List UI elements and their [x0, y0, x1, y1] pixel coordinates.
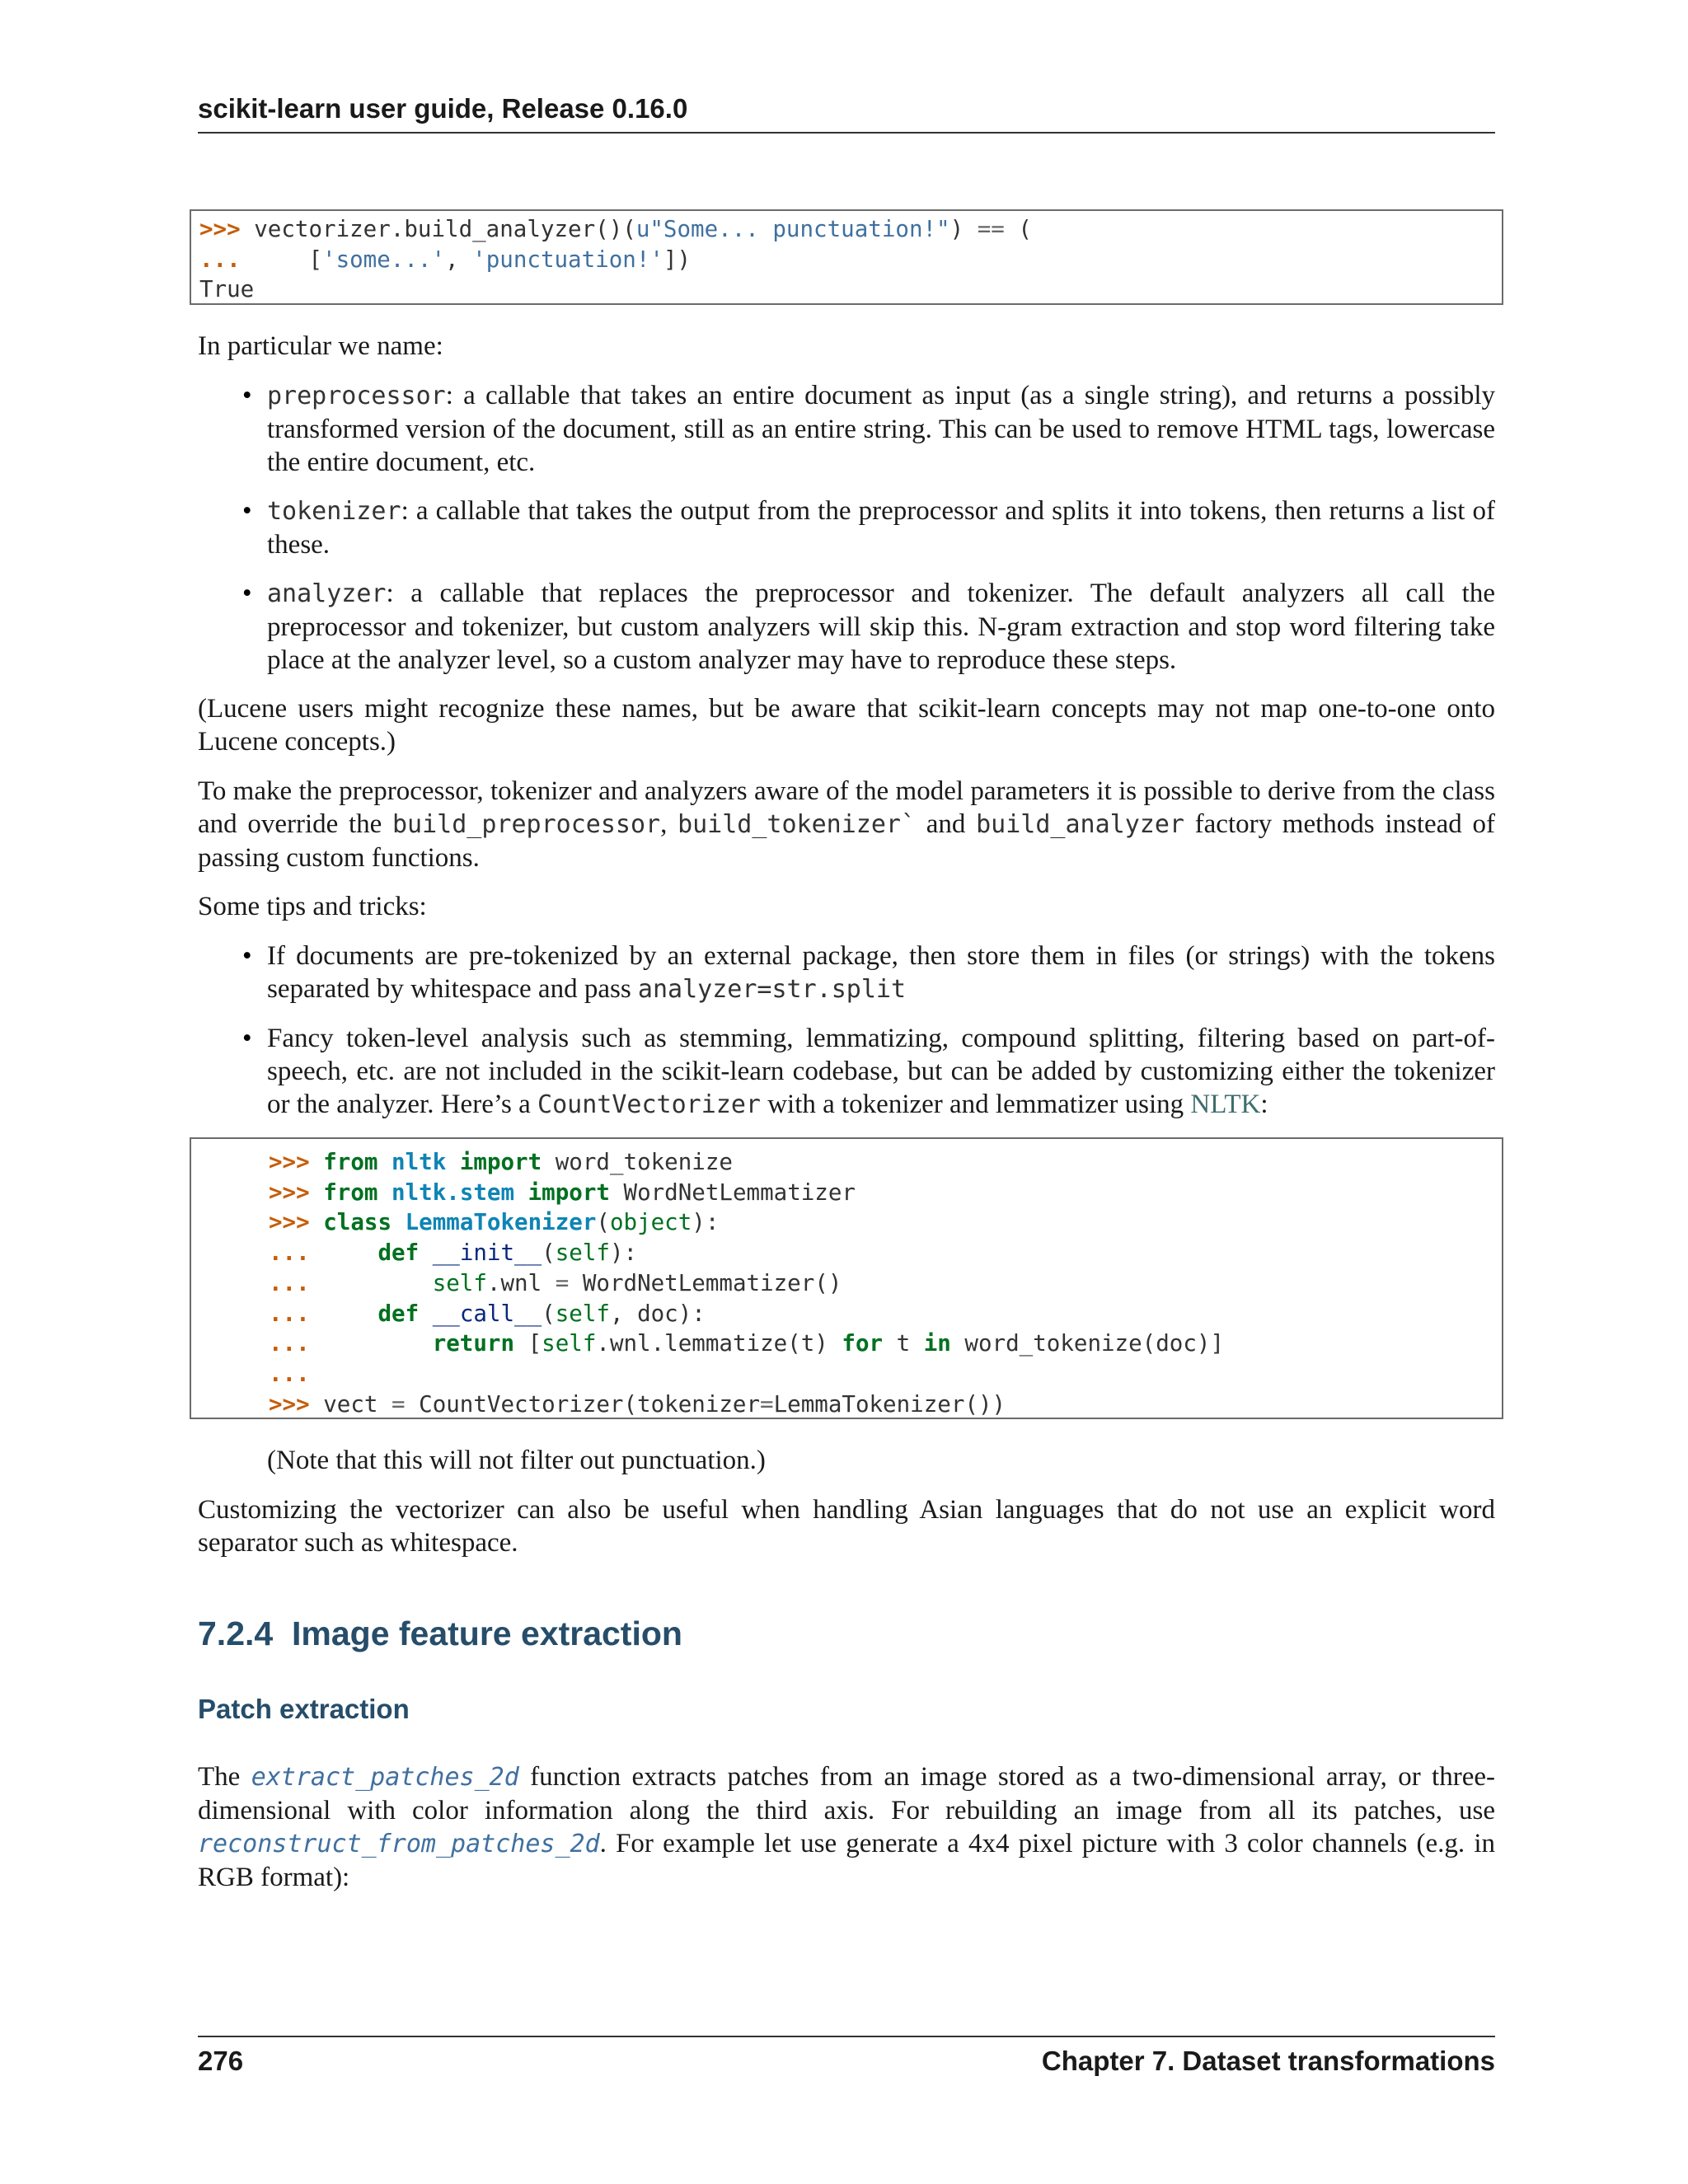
code-text: ])	[663, 246, 692, 273]
bullet-text: with a tokenizer and lemmatizer using	[760, 1090, 1191, 1119]
code-operator: =	[760, 1390, 774, 1418]
prompt: ...	[269, 1300, 310, 1327]
inline-code: analyzer	[267, 579, 387, 608]
reconstruct-patches-link[interactable]: reconstruct_from_patches_2d	[198, 1830, 600, 1858]
code-text: word_tokenize	[555, 1149, 733, 1175]
code-output: True	[199, 276, 255, 303]
code-lines	[269, 1147, 1502, 1419]
inline-code: preprocessor	[267, 382, 446, 410]
code-line	[269, 1209, 719, 1235]
code-text: (	[1004, 216, 1032, 242]
self-ref: self	[555, 1240, 610, 1267]
paragraph-intro: In particular we name:	[198, 331, 443, 361]
bullet-text: :	[1260, 1090, 1268, 1119]
prompt: ...	[269, 1330, 310, 1357]
header-title: scikit-learn user guide, Release 0.16.0	[198, 93, 688, 124]
bullet-marker: •	[242, 496, 252, 526]
code-text: ):	[609, 1240, 638, 1267]
bullet-text: : a callable that takes an entire document as input (as a single string), and returns a possibly transformed version of the document, still as an entire string. This can be used to remove HTML tags, lowercase the entire document, etc.	[267, 381, 1495, 477]
prompt: >>>	[269, 1179, 310, 1206]
keyword: return	[432, 1330, 515, 1357]
function-name: __init__	[432, 1240, 542, 1267]
code-text: .wnl	[486, 1269, 556, 1296]
code-lines	[199, 214, 1502, 305]
module-name: nltk.stem	[392, 1179, 515, 1206]
text-run: The	[198, 1762, 251, 1792]
bullet-marker: •	[242, 579, 252, 608]
code-text: LemmaTokenizer())	[773, 1390, 1006, 1418]
builtin: object	[609, 1209, 692, 1236]
prompt: >>>	[269, 1209, 310, 1236]
chapter-title: Chapter 7. Dataset transformations	[1041, 2046, 1495, 2076]
code-string: 'some...'	[322, 246, 446, 273]
paragraph-tips: Some tips and tricks:	[198, 892, 427, 921]
class-name: LemmaTokenizer	[405, 1209, 597, 1236]
code-string: 'punctuation!'	[472, 246, 663, 273]
tip-pretokenized	[267, 940, 1495, 1006]
code-line	[269, 1330, 1224, 1357]
keyword: for	[842, 1330, 884, 1357]
code-text: WordNetLemmatizer	[623, 1179, 856, 1206]
code-text: (	[596, 1209, 610, 1236]
code-block-lemma-tokenizer	[190, 1137, 1503, 1419]
bullet-marker: •	[242, 1024, 252, 1053]
code-line	[199, 246, 691, 273]
code-line	[269, 1149, 733, 1175]
tip-fancy	[267, 1022, 1495, 1122]
text-run: and	[916, 809, 977, 839]
inline-code: CountVectorizer	[537, 1090, 761, 1119]
inline-code: build_analyzer	[976, 810, 1184, 839]
code-line	[269, 1270, 842, 1296]
code-text: t	[883, 1330, 924, 1357]
bullet-marker: •	[242, 381, 252, 410]
paragraph-override	[198, 775, 1495, 874]
paragraph-lucene: (Lucene users might recognize these names, but be aware that scikit-learn concepts may not map one-to-one onto Lucene concepts.)	[198, 694, 1495, 757]
self-ref: self	[555, 1300, 610, 1327]
inline-code: analyzer=str.split	[637, 975, 907, 1004]
section-title: Image feature extraction	[292, 1615, 682, 1652]
inline-code: tokenizer	[267, 497, 401, 526]
bullet-marker: •	[242, 941, 252, 971]
keyword: import	[459, 1149, 542, 1175]
code-text: ):	[692, 1209, 720, 1236]
text-run: To make the preprocessor, tokenizer and analyzers aware of the model parameters it is possible to derive from the class and override the	[198, 776, 1495, 839]
section-heading	[198, 1614, 682, 1653]
inline-code: build_tokenizer`	[678, 810, 917, 839]
keyword: def	[377, 1300, 420, 1327]
bullet-text: Fancy token-level analysis such as stemming, lemmatizing, compound splitting, filtering based on part-of-speech, etc. are not included in the scikit-learn codebase, but can be added by customizing either the tokenizer or the analyzer. Here’s a	[267, 1024, 1495, 1119]
self-ref: self	[432, 1269, 487, 1296]
code-text: [	[514, 1330, 542, 1357]
prompt: ...	[269, 1360, 310, 1387]
note-punctuation: (Note that this will not filter out punctuation.)	[267, 1446, 766, 1475]
prompt: ...	[269, 1269, 310, 1296]
code-text: CountVectorizer(tokenizer	[405, 1390, 761, 1418]
prompt: >>>	[199, 216, 241, 242]
bullet-analyzer	[267, 577, 1495, 677]
keyword: from	[323, 1179, 378, 1206]
code-text: word_tokenize(doc)]	[950, 1330, 1225, 1357]
text-run: . For example let use generate a 4x4 pixel picture with 3 color channels (e.g. in RGB format):	[198, 1829, 1495, 1892]
code-operator: ==	[977, 216, 1005, 242]
keyword: in	[923, 1330, 951, 1357]
text-run: function extracts patches from an image stored as a two-dimensional array, or three-dimensional with color information along the third axis. For rebuilding an image from all its patches, use	[198, 1762, 1495, 1825]
code-operator: =	[392, 1390, 406, 1418]
prompt: ...	[269, 1240, 310, 1267]
bullet-preprocessor	[267, 379, 1495, 479]
bullet-text: : a callable that takes the output from the preprocessor and splits it into tokens, then returns a list of these.	[267, 496, 1495, 560]
prompt: >>>	[269, 1149, 310, 1175]
code-line	[199, 216, 1032, 242]
prompt: ...	[199, 246, 241, 273]
running-footer	[198, 2036, 1495, 2087]
code-text: .wnl.lemmatize(t)	[596, 1330, 842, 1357]
nltk-link[interactable]: NLTK	[1190, 1090, 1261, 1119]
paragraph-asian: Customizing the vectorizer can also be useful when handling Asian languages that do not use an explicit word separator such as whitespace.	[198, 1495, 1495, 1558]
code-text: [	[240, 246, 323, 273]
inline-code: build_preprocessor	[392, 810, 661, 839]
code-block-analyzer	[190, 209, 1503, 305]
code-line	[269, 1240, 637, 1266]
module-name: nltk	[392, 1149, 447, 1175]
keyword: import	[528, 1179, 610, 1206]
text-run: factory methods instead of passing custom functions.	[198, 809, 1495, 873]
code-text: , doc):	[609, 1300, 706, 1327]
self-ref: self	[542, 1330, 597, 1357]
code-text: vect	[309, 1390, 392, 1418]
keyword: class	[323, 1209, 392, 1236]
code-line	[269, 1179, 856, 1206]
text-run: ,	[660, 809, 678, 839]
bullet-tokenizer	[267, 494, 1495, 561]
code-text: WordNetLemmatizer()	[569, 1269, 842, 1296]
section-number: 7.2.4	[198, 1615, 274, 1652]
bullet-text: If documents are pre-tokenized by an external package, then store them in files (or strings) with the tokens separated by whitespace and pass	[267, 941, 1495, 1004]
keyword: def	[377, 1240, 420, 1267]
function-name: __call__	[432, 1300, 542, 1327]
code-line	[269, 1301, 706, 1327]
keyword: from	[323, 1149, 378, 1175]
code-text: (	[542, 1300, 556, 1327]
code-line	[269, 1361, 310, 1387]
page-number: 276	[198, 2046, 244, 2076]
subsection-heading: Patch extraction	[198, 1694, 410, 1724]
code-operator: =	[555, 1269, 570, 1296]
prompt: >>>	[269, 1390, 310, 1418]
code-text: (	[542, 1240, 556, 1267]
paragraph-patch	[198, 1760, 1495, 1894]
bullet-text: : a callable that replaces the preprocessor and tokenizer. The default analyzers all call the preprocessor and tokenizer, but custom analyzers will skip this. N-gram extraction and stop word filtering take place at the analyzer level, so a custom analyzer may have to reproduce these steps.	[267, 579, 1495, 675]
code-line	[269, 1391, 1006, 1418]
extract-patches-link[interactable]: extract_patches_2d	[251, 1763, 519, 1792]
code-text: )	[950, 216, 978, 242]
code-text: vectorizer.build_analyzer()(	[240, 216, 636, 242]
code-string: u"Some... punctuation!"	[635, 216, 950, 242]
code-text: ,	[445, 246, 473, 273]
running-header	[198, 92, 1495, 134]
